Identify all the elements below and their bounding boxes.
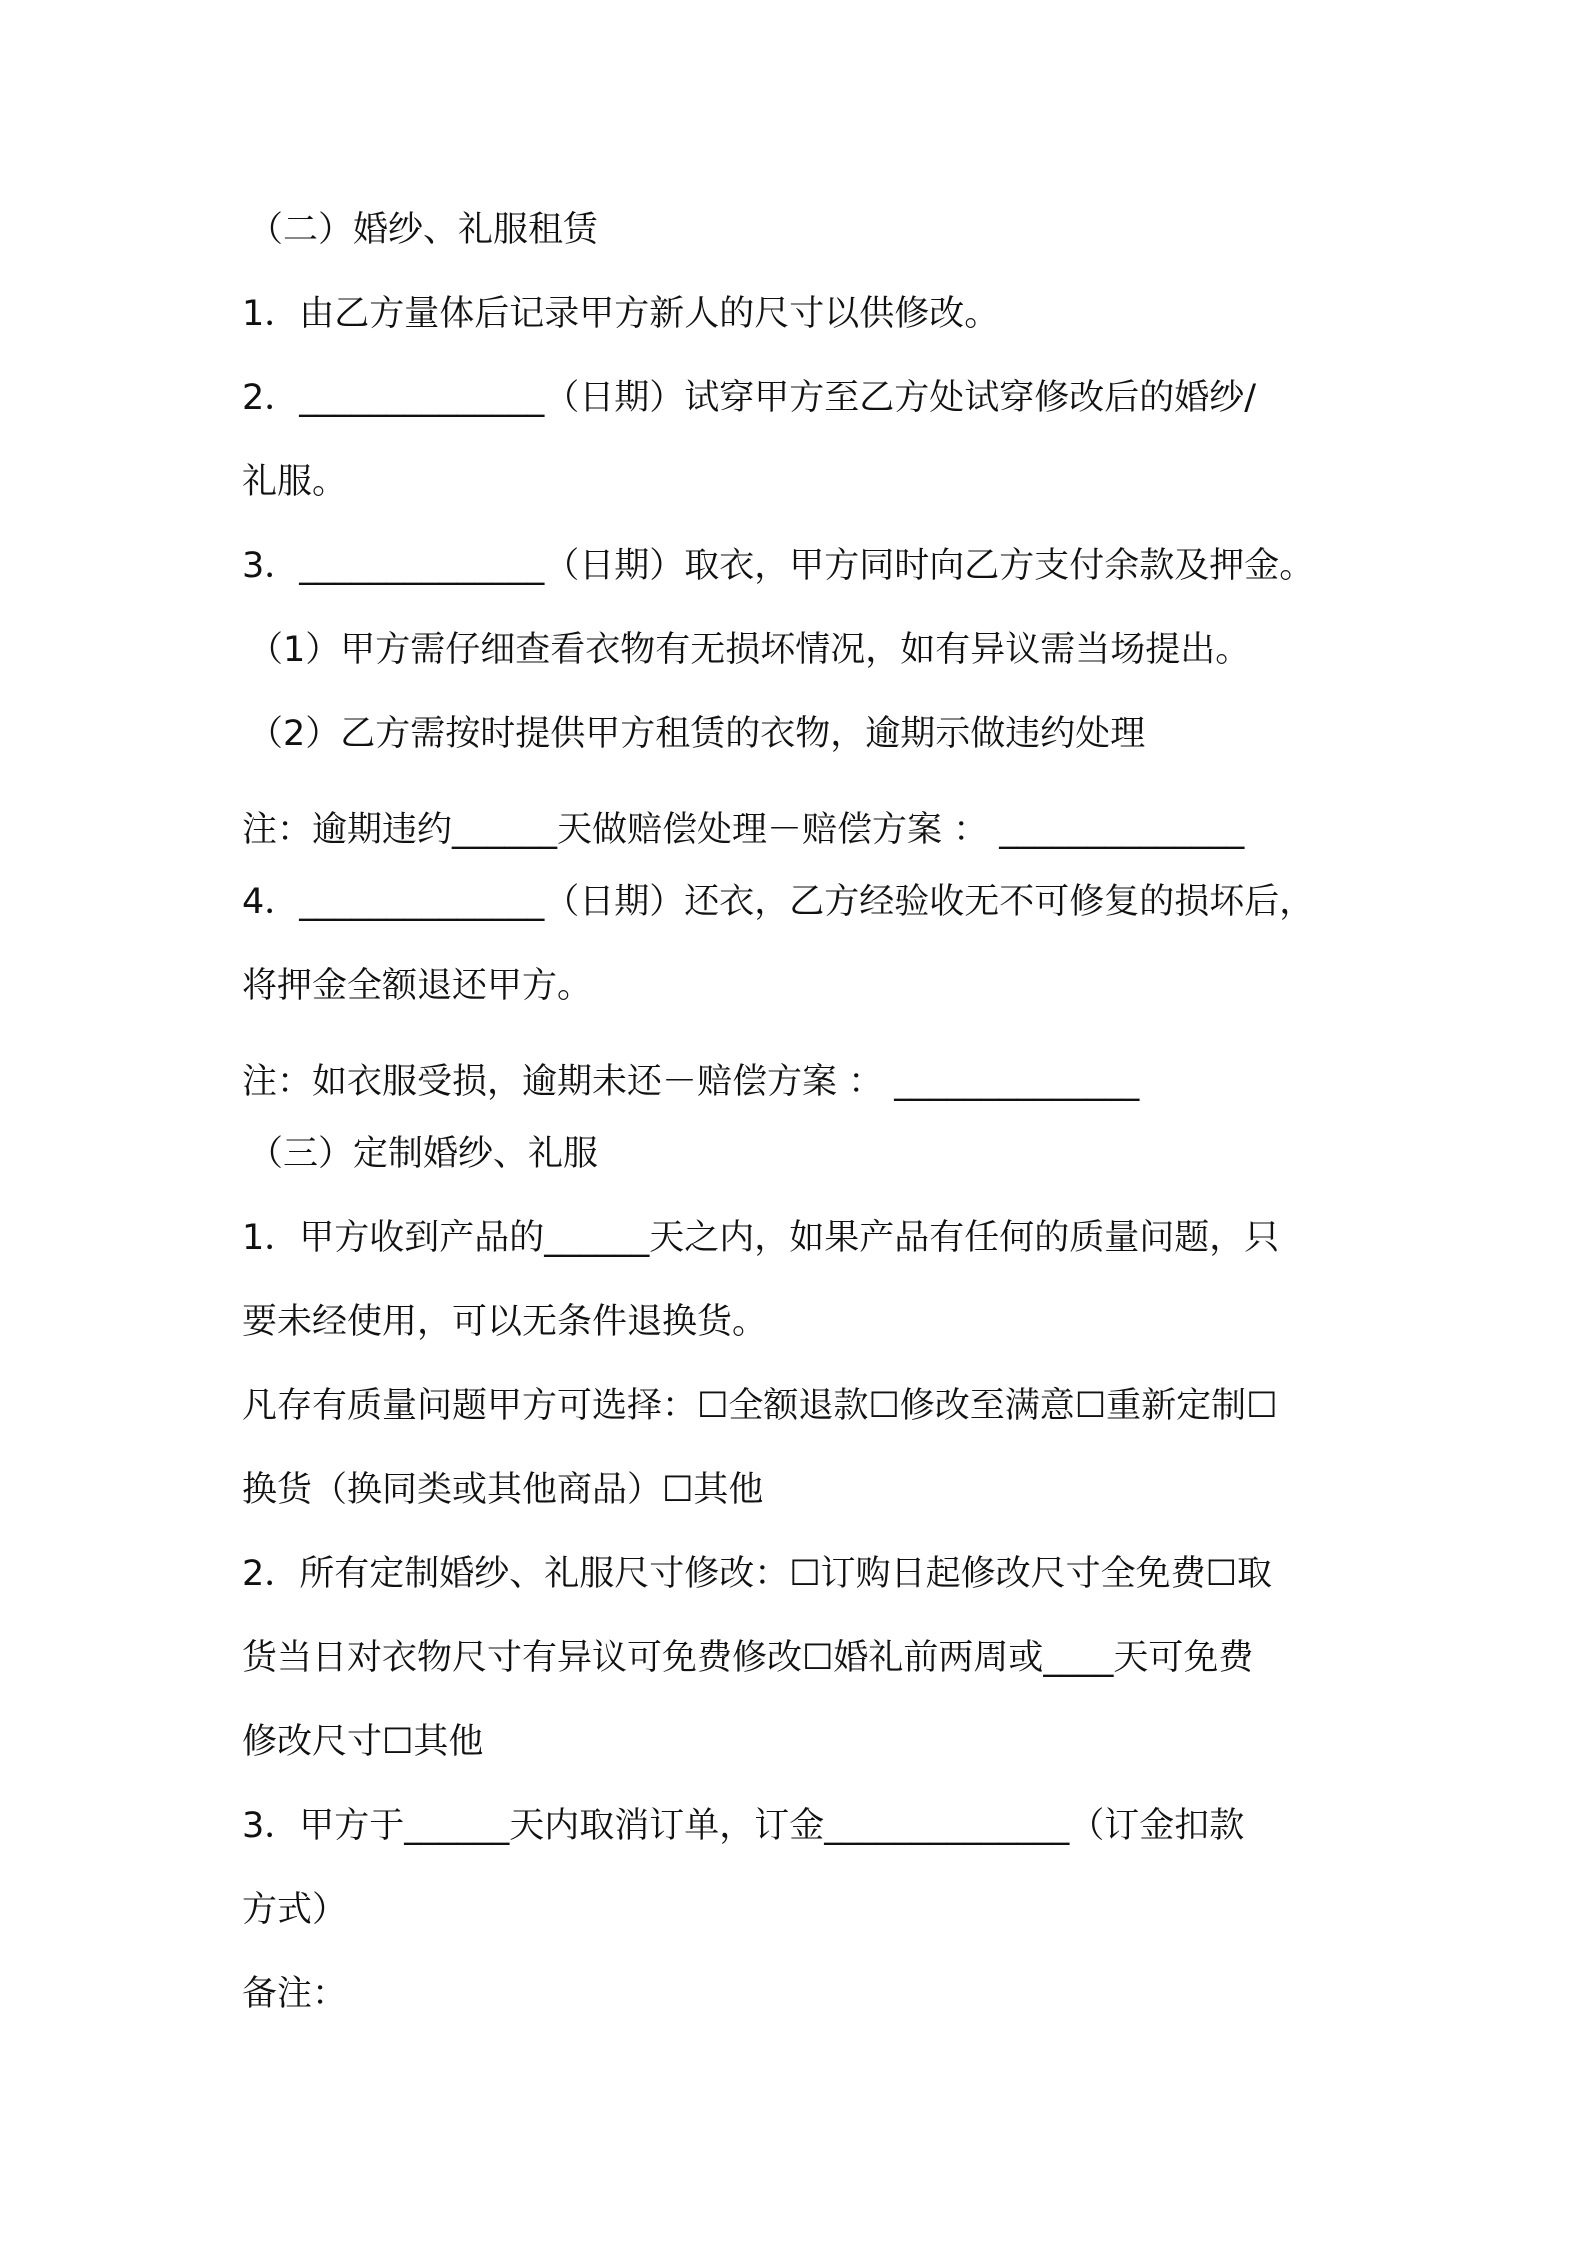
custom-clause-1-line-1: 1．甲方收到产品的______天之内，如果产品有任何的质量问题，只 — [242, 1218, 1280, 1258]
custom-clause-2-line-2: 货当日对衣物尺寸有异议可免费修改☐婚礼前两周或____天可免费 — [242, 1638, 1254, 1678]
custom-clause-2-line-3: 修改尺寸☐其他 — [242, 1722, 484, 1762]
custom-clause-2-line-1: 2．所有定制婚纱、礼服尺寸修改：☐订购日起修改尺寸全免费☐取 — [242, 1554, 1273, 1594]
rental-clause-3-subitem-1: （1）甲方需仔细查看衣物有无损坏情况，如有异议需当场提出。 — [248, 630, 1251, 670]
rental-clause-3: 3．______________（日期）取衣，甲方同时向乙方支付余款及押金。 — [242, 546, 1315, 586]
section-heading-rental: （二）婚纱、礼服租赁 — [248, 210, 599, 250]
rental-note-overdue: 注：逾期违约______天做赔偿处理－赔偿方案 ： ______________ — [242, 810, 1245, 850]
rental-clause-3-subitem-2: （2）乙方需按时提供甲方租赁的衣物，逾期示做违约处理 — [248, 714, 1146, 754]
section-heading-custom: （三）定制婚纱、礼服 — [248, 1134, 599, 1174]
custom-clause-3-line-2: 方式） — [242, 1890, 348, 1930]
rental-clause-2-line-1: 2．______________（日期）试穿甲方至乙方处试穿修改后的婚纱/ — [242, 378, 1257, 418]
rental-clause-1: 1．由乙方量体后记录甲方新人的尺寸以供修改。 — [242, 294, 1000, 334]
rental-clause-4-line-2: 将押金全额退还甲方。 — [242, 966, 593, 1006]
quality-options-line-1: 凡存有质量问题甲方可选择：☐全额退款☐修改至满意☐重新定制☐ — [242, 1386, 1278, 1426]
rental-note-damage: 注：如衣服受损，逾期未还－赔偿方案 ： ______________ — [242, 1062, 1140, 1102]
custom-clause-3-line-1: 3．甲方于______天内取消订单，订金______________（订金扣款 — [242, 1806, 1245, 1846]
custom-clause-1-line-2: 要未经使用，可以无条件退换货。 — [242, 1302, 768, 1342]
quality-options-line-2: 换货（换同类或其他商品）☐其他 — [242, 1470, 764, 1510]
remarks-label: 备注： — [242, 1974, 348, 2014]
rental-clause-2-line-2: 礼服。 — [242, 462, 348, 502]
rental-clause-4-line-1: 4．______________（日期）还衣，乙方经验收无不可修复的损坏后， — [242, 882, 1315, 922]
